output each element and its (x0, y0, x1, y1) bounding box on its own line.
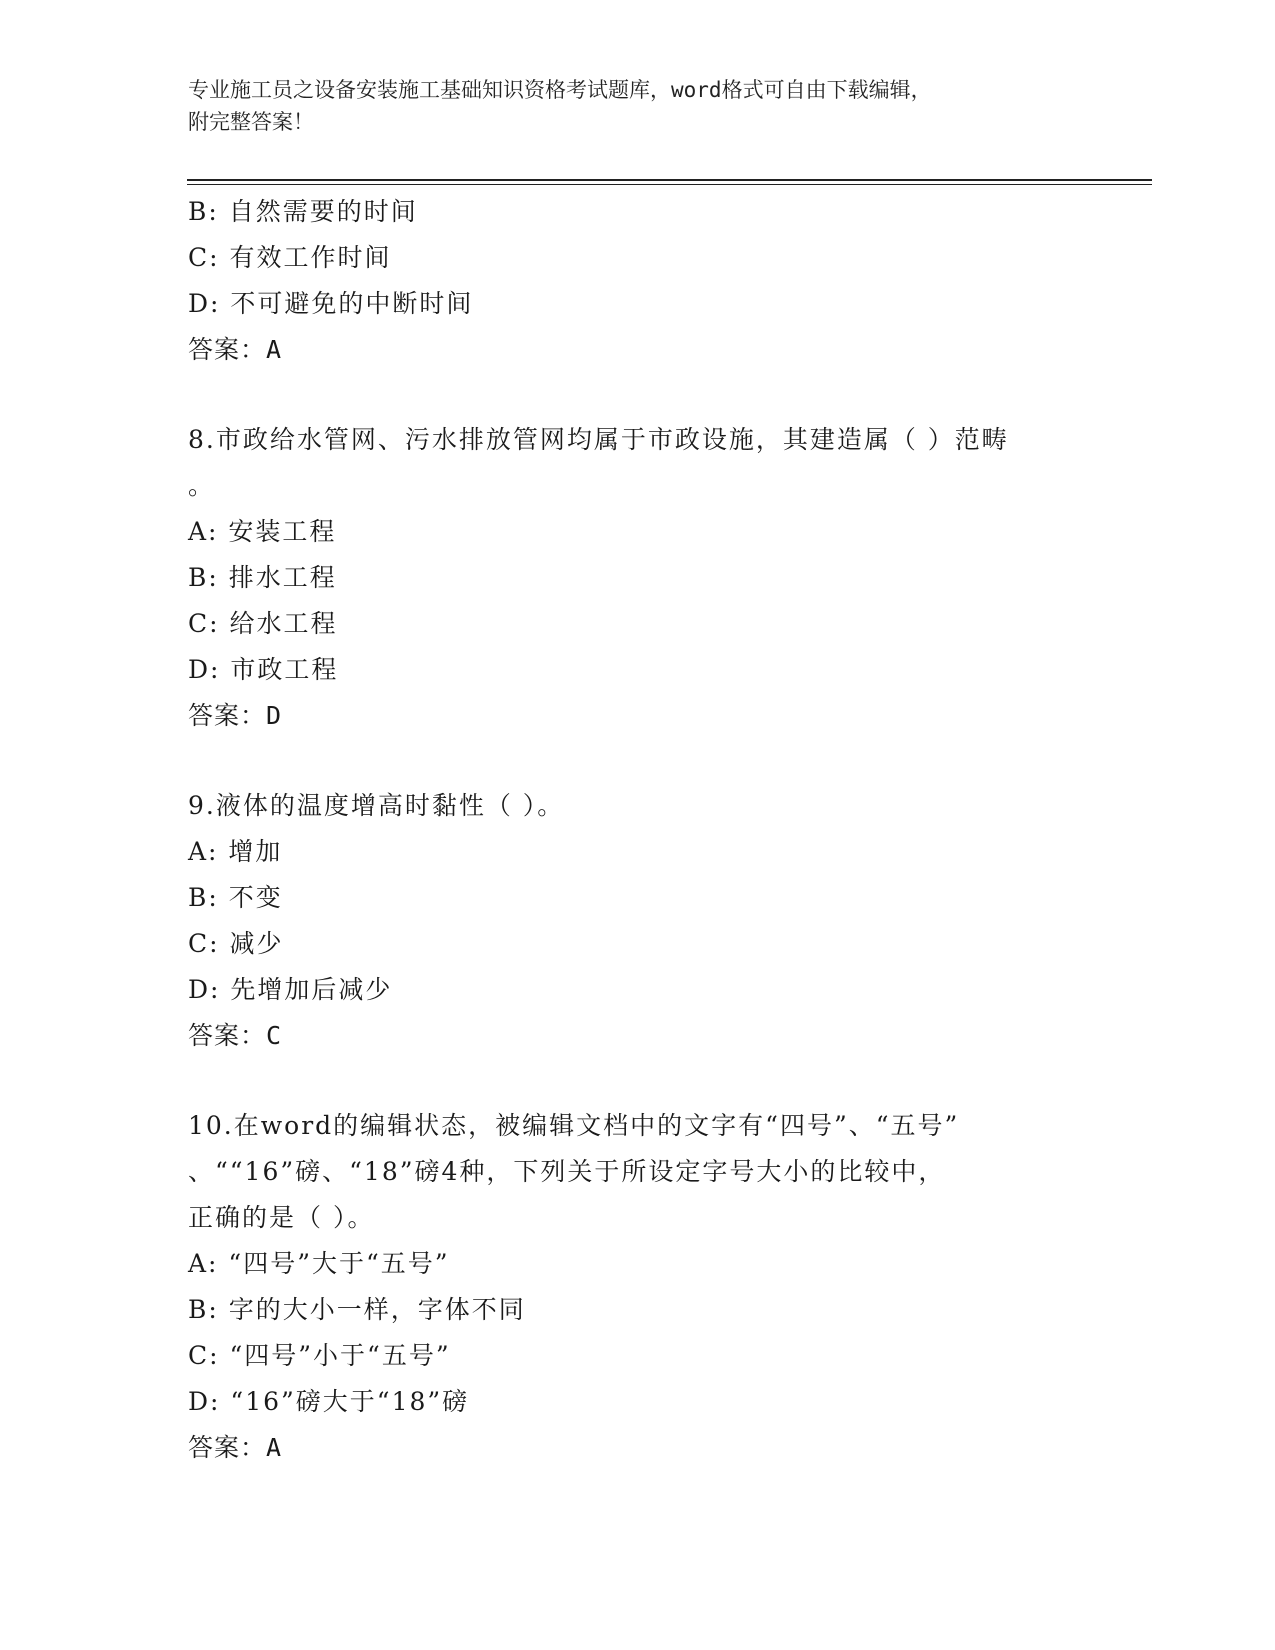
header-line-2: 附完整答案！ (188, 110, 314, 134)
answer-label: 答案： (188, 335, 267, 364)
answer-line (188, 693, 1148, 739)
option-d: D: 不可避免的中断时间 (188, 289, 474, 318)
question-7-continued (188, 189, 1148, 373)
answer-value: A (266, 335, 283, 364)
question-10 (188, 1103, 1148, 1471)
header-rule-thick (187, 179, 1152, 181)
question-text: 正确的是（ ）。 (188, 1203, 375, 1232)
option-d: D: 先增加后减少 (188, 975, 393, 1004)
option-b: B: 字的大小一样，字体不同 (188, 1295, 526, 1324)
option-c: C: “四号”小于“五号” (188, 1341, 451, 1370)
question-8 (188, 417, 1148, 739)
question-9 (188, 783, 1148, 1059)
question-text: 。 (188, 471, 216, 500)
question-text: 9.液体的温度增高时黏性（ ）。 (188, 791, 565, 820)
question-text: 、““16”磅、“18”磅4种，下列关于所设定字号大小的比较中， (188, 1157, 946, 1186)
option-c: C: 减少 (188, 929, 284, 958)
option-a: A: 增加 (188, 837, 283, 866)
page-header (188, 74, 1068, 138)
option-d: D: 市政工程 (188, 655, 339, 684)
option-d: D: “16”磅大于“18”磅 (188, 1387, 470, 1416)
spacer (188, 1059, 1148, 1103)
answer-label: 答案： (188, 701, 267, 730)
option-b: B: 不变 (188, 883, 283, 912)
answer-line (188, 1425, 1148, 1471)
answer-value: C (266, 1021, 283, 1050)
option-c: C: 给水工程 (188, 609, 338, 638)
answer-line (188, 327, 1148, 373)
option-b: B: 排水工程 (188, 563, 337, 592)
answer-value: D (266, 701, 283, 730)
header-line-1: 专业施工员之设备安装施工基础知识资格考试题库，word格式可自由下载编辑， (188, 78, 932, 102)
option-b: B: 自然需要的时间 (188, 197, 418, 226)
question-text: 10.在word的编辑状态，被编辑文档中的文字有“四号”、“五号” (188, 1111, 960, 1140)
answer-label: 答案： (188, 1433, 267, 1462)
answer-line (188, 1013, 1148, 1059)
question-text: 8.市政给水管网、污水排放管网均属于市政设施，其建造属（ ）范畴 (188, 425, 1009, 454)
header-rule-thin (187, 184, 1152, 185)
spacer (188, 739, 1148, 783)
option-a: A: “四号”大于“五号” (188, 1249, 450, 1278)
question-content (188, 189, 1148, 1471)
spacer (188, 373, 1148, 417)
option-c: C: 有效工作时间 (188, 243, 392, 272)
option-a: A: 安装工程 (188, 517, 337, 546)
answer-label: 答案： (188, 1021, 267, 1050)
answer-value: A (266, 1433, 283, 1462)
